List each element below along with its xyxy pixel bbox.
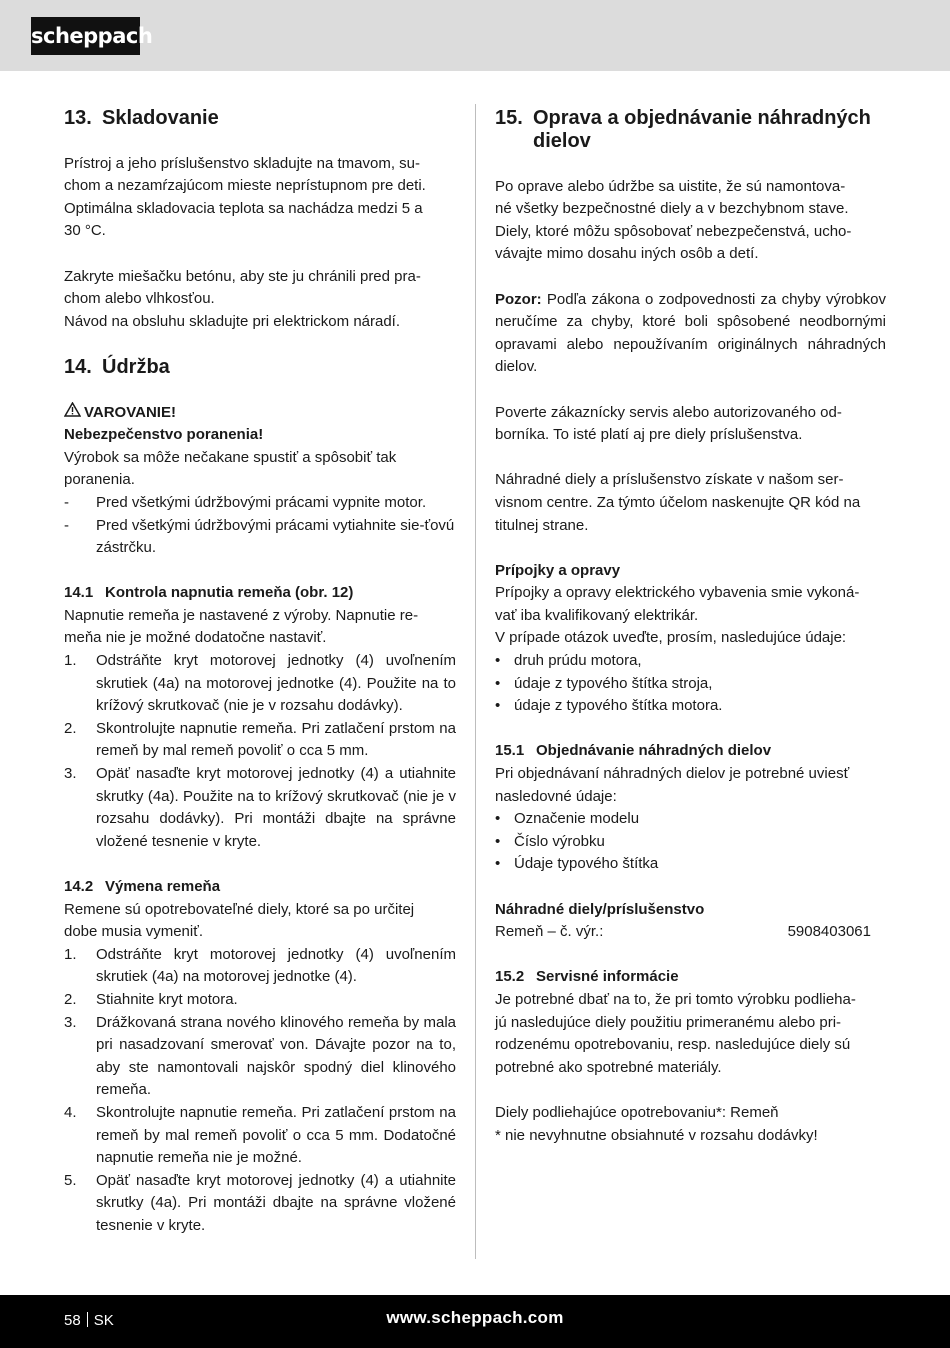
warning-title: Nebezpečenstvo poranenia! [64,426,264,444]
repair-paragraph-4: Náhradné diely a príslušenstvo získate v našom ser- visnom centre. Za týmto účelom naskenujte QR kód na titulnej strane. [495,471,861,534]
page-number: 58 SK [64,1312,114,1329]
list-item: • Údaje typového štítka [495,855,659,873]
right-column [495,107,886,1147]
section-14-heading: 14. Údržba [64,355,170,378]
section-15-2-heading: 15.2 Servisné informácie [495,968,679,986]
warning-triangle-icon [64,402,84,425]
list-item: 2. Skontrolujte napnutie remeňa. Pri zatlačení prstom na remeň by mal remeň povoliť o cca 5 mm. [64,719,456,760]
section-15-heading: 15. Oprava a objednávanie náhradných dielov [495,107,871,152]
list-item: • údaje z typového štítka motora. [495,697,723,715]
section-15-1-heading: 15.1 Objednávanie náhradných dielov [495,742,772,760]
wear-note: * nie nevyhnutne obsiahnuté v rozsahu dodávky! [495,1126,818,1144]
section-14-2-heading: 14.2 Výmena remeňa [64,878,221,895]
website-url[interactable]: www.scheppach.com [386,1308,564,1327]
spare-parts-heading: Náhradné diely/príslušenstvo [495,900,705,918]
list-item: 3. Opäť nasaďte kryt motorovej jednotky (4) a utiahnite skrutky (4a). Použite na to krížový skrutkovač (nie je v rozsahu dodávky). Pri montáži dbajte na správne vložené tesnenie v kryte. [64,765,456,850]
page-header [0,0,950,71]
caution-paragraph: Pozor: Podľa zákona o zodpovednosti za chyby výrobkov neručíme za chyby, ktoré boli spôsobené neodbornými opravami alebo nepoužívaním originálnych náhradných dielov. [495,290,886,376]
section-14-1-heading: 14.1 Kontrola napnutia remeňa (obr. 12) [64,584,354,602]
list-item: • údaje z typového štítka stroja, [495,674,713,692]
connections-heading: Prípojky a opravy [495,561,621,579]
list-item: 1. Odstráňte kryt motorovej jednotky (4) uvoľnením skrutiek (4a) na motorovej jednotke (4). Použite na to krížový skrutkovač (nie je v rozsahu dodávky). [64,652,456,715]
list-item: • druh prúdu motora, [495,652,642,670]
list-item: • Označenie modelu [495,810,640,828]
warning-text: Výrobok sa môže nečakane spustiť a spôsobiť tak poranenia. [64,448,397,489]
scheppach-logo: scheppach [31,17,140,55]
list-item: 4. Skontrolujte napnutie remeňa. Pri zatlačení prstom na remeň by mal remeň povoliť o cca 5 mm. Dodatočné napnutie remeňa nie je možné. [64,1103,456,1167]
repair-paragraph-1: Po oprave alebo údržbe sa uistite, že sú namontova- né všetky bezpečnostné diely a v bezchybnom stave. Diely, ktoré môžu spôsobovať nebezpečenstvá, ucho- vávajte mimo dosahu iných osôb a detí. [495,177,852,263]
left-column [64,107,456,1238]
page-footer [0,1295,950,1348]
repair-paragraph-3: Poverte zákaznícky servis alebo autorizovaného od- borníka. To isté platí aj pre diely príslušenstva. [495,403,842,444]
list-item: 1. Odstráňte kryt motorovej jednotky (4) uvoľnením skrutiek (4a) na motorovej jednotke (4). [64,945,456,986]
storage-paragraph-1: Prístroj a jeho príslušenstvo skladujte na tmavom, su- chom a nezamŕzajúcom mieste neprístupnom pre deti. Optimálna skladovacia teplota sa nachádza medzi 5 a 30 °C. [64,154,426,240]
spare-part-row: Remeň – č. výr.: 5908403061 [495,923,871,941]
list-item: • Číslo výrobku [495,832,605,850]
service-info-text: Je potrebné dbať na to, že pri tomto výrobku podlieha- jú nasledujúce diely použitiu primeranému alebo pri- rodzenému opotrebovaniu, resp. nasledujúce diely sú potrebné ako spotrebné materiály. [495,990,856,1076]
wear-parts-line: Diely podliehajúce opotrebovaniu*: Remeň [495,1103,779,1121]
list-item: 5. Opäť nasaďte kryt motorovej jednotky (4) a utiahnite skrutky (4a). Pri montáži dbajte na správne vložené tesnenie v kryte. [64,1171,456,1234]
list-item: - Pred všetkými údržbovými prácami vypnite motor. [64,493,427,511]
belt-tension-text: Napnutie remeňa je nastavené z výroby. Napnutie re- meňa nie je možné dodatočne nastaviť. [64,606,419,647]
order-text: Pri objednávaní náhradných dielov je potrebné uviesť nasledovné údaje: [495,765,850,805]
list-item: 2. Stiahnite kryt motora. [64,990,238,1008]
list-item: 3. Drážkovaná strana nového klinového remeňa by mala pri nasadzovaní smerovať von. Dávajte pozor na to, aby ste namontovali najskôr spodný diel klinového remeňa. [64,1013,456,1099]
column-divider [475,104,476,1259]
list-item: - Pred všetkými údržbovými prácami vytiahnite sie-ťovú zástrčku. [64,516,455,557]
belt-replace-text: Remene sú opotrebovateľné diely, ktoré sa po určitej dobe musia vymeniť. [64,900,415,941]
section-13-heading: 13. Skladovanie [64,107,219,129]
connections-text: Prípojky a opravy elektrického vybavenia smie vykoná- vať iba kvalifikovaný elektrikár. V prípade otázok uveďte, prosím, nasledujúce údaje: [495,584,860,647]
storage-paragraph-2: Zakryte miešačku betónu, aby ste ju chránili pred pra- chom alebo vlhkosťou. Návod na obsluhu skladujte pri elektrickom náradí. [64,267,421,330]
warning-label: VAROVANIE! [64,402,456,425]
